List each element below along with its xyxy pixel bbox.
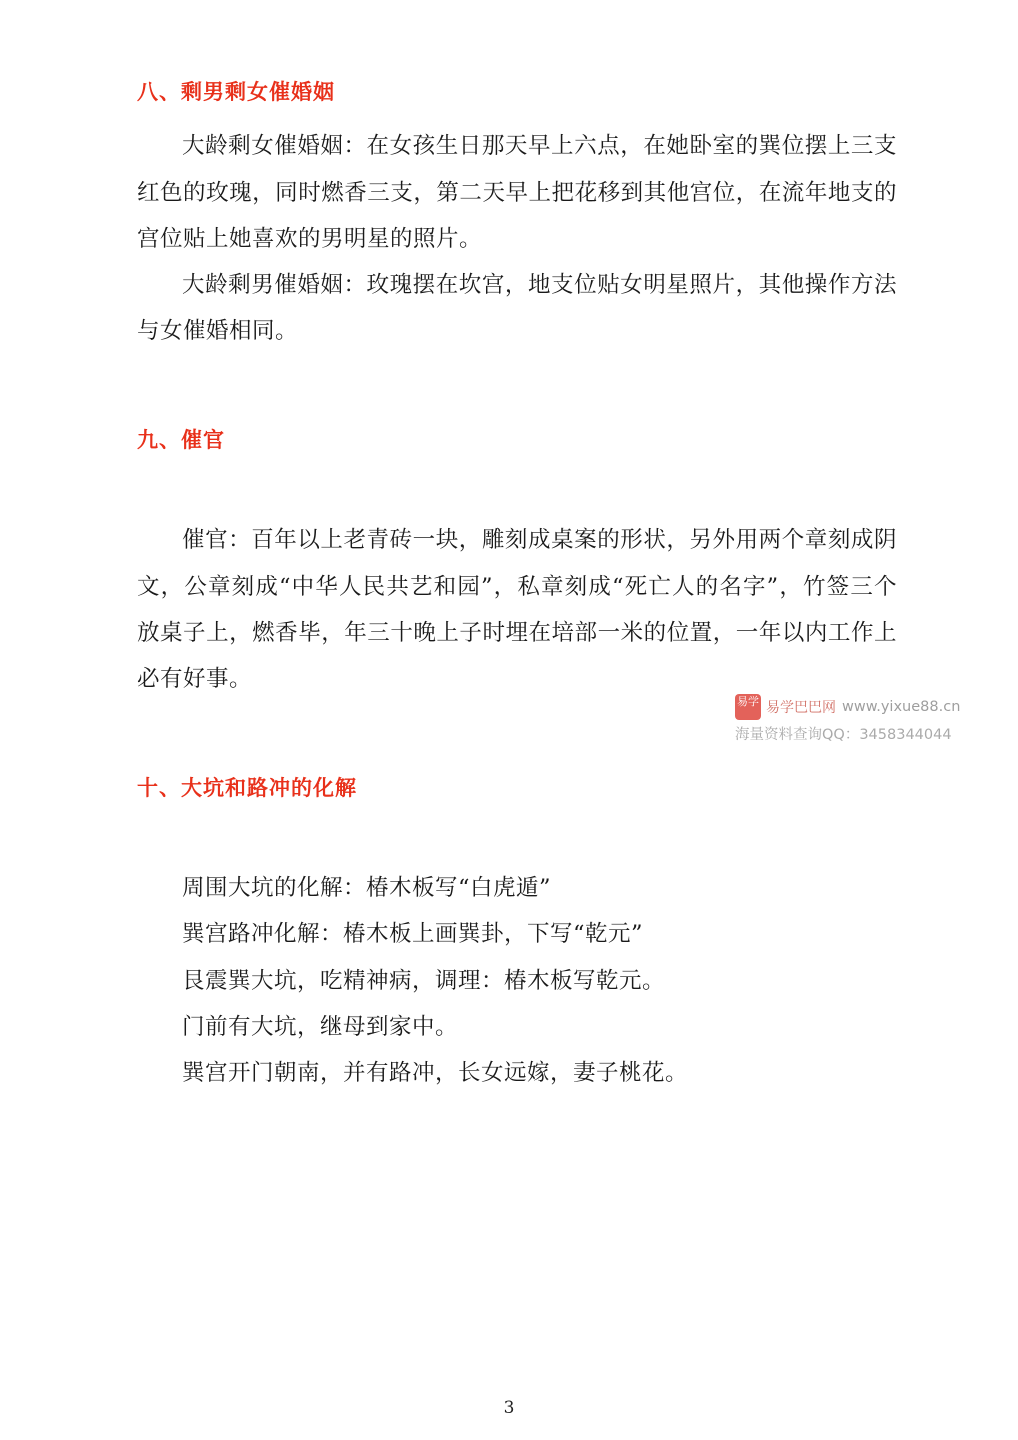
section-10-line-1: 周围大坑的化解：椿木板写“白虎遁”: [182, 875, 552, 902]
section-8-paragraph-1: 大龄剩女催婚姻：在女孩生日那天早上六点，在她卧室的巽位摆上三支红色的玫瑰，同时燃香三支，第二天早上把花移到其他宫位，在流年地支的宫位贴上她喜欢的男明星的照片。: [137, 133, 897, 252]
section-10-line-3: 艮震巽大坑，吃精神病，调理：椿木板写乾元。: [182, 967, 666, 994]
section-heading-9: 九、催官: [137, 428, 225, 453]
watermark-contact: 海量资料查询QQ：3458344044: [735, 727, 952, 743]
section-heading-10: 十、大坑和路冲的化解: [137, 775, 357, 800]
watermark-logo-icon: 易学: [735, 694, 761, 720]
section-10-line-2: 巽宫路冲化解：椿木板上画巽卦，下写“乾元”: [182, 921, 644, 948]
section-10-line-4: 门前有大坑，继母到家中。: [182, 1013, 459, 1040]
section-8-paragraph-2: 大龄剩男催婚姻：玫瑰摆在坎宫，地支位贴女明星照片，其他操作方法与女催婚相同。: [137, 271, 897, 344]
document-body: [137, 78, 897, 1096]
page-number: 3: [503, 1398, 515, 1418]
watermark-brand: 易学巴巴网: [766, 700, 836, 716]
section-9-paragraph-1: 催官：百年以上老青砖一块，雕刻成桌案的形状，另外用两个章刻成阴文，公章刻成“中华人民共艺和园”，私章刻成“死亡人的名字”，竹签三个放桌子上，燃香毕，年三十晚上子时埋在培部一米的位置，一年以内工作上必有好事。: [137, 527, 897, 692]
section-heading-8: 八、剩男剩女催婚姻: [137, 80, 335, 104]
watermark-url: www.yixue88.cn: [842, 699, 961, 715]
section-10-line-5: 巽宫开门朝南，并有路冲，长女远嫁，妻子桃花。: [182, 1059, 689, 1086]
